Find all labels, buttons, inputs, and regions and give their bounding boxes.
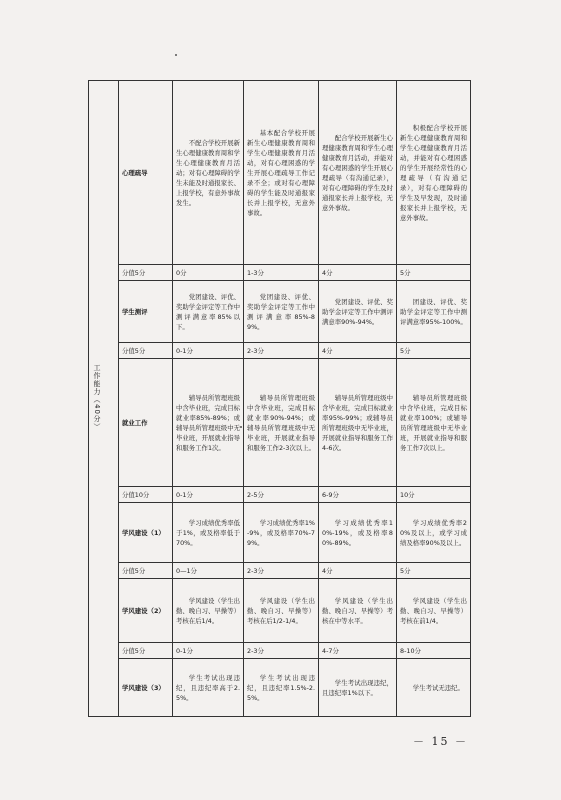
table-row [89, 359, 471, 487]
criteria-cell: 学习成绩优秀率1%-9%，或及格率70%-79%。 [244, 503, 319, 563]
evaluation-table [88, 80, 471, 717]
score-label: 分值5分 [119, 343, 173, 359]
criteria-cell: 学风建设（学生出勤、晚自习、早操等）考核在中等水平。 [319, 579, 397, 643]
score-cell: 5分 [397, 563, 471, 579]
criteria-cell: 学风建设（学生出勤、晚自习、早操等）考核在前1/4。 [397, 579, 471, 643]
score-cell: 4-7分 [319, 643, 397, 659]
score-label: 分值10分 [119, 487, 173, 503]
criteria-cell: 学习成绩优秀率20%及以上，或学习成绩及格率90%及以上。 [397, 503, 471, 563]
table-row [89, 503, 471, 563]
criteria-cell: 积极配合学校开展新生心理健康教育周和学生心理健康教育月活动，并能对有心理困惑的学生开展经常性的心理疏导（有沟通记录），对有心理障碍的学生及早发现，及时通报家长并上报学校，无意外事故。 [397, 81, 471, 265]
criteria-cell: 学生考试出现违纪，且违纪率1%以下。 [319, 659, 397, 717]
score-row [89, 487, 471, 503]
score-label: 分值5分 [119, 265, 173, 281]
item-cell [119, 659, 173, 717]
item-label: 学风建设（2） [122, 606, 165, 615]
scan-speck [175, 54, 177, 56]
page-number: － 15 － [413, 735, 468, 748]
criteria-cell: 学风建设（学生出勤、晚自习、早操等）考核在后1/4。 [173, 579, 244, 643]
score-cell: 4分 [319, 265, 397, 281]
score-row [89, 563, 471, 579]
table-row [89, 659, 471, 717]
score-cell: 0—1分 [173, 563, 244, 579]
criteria-cell: 基本配合学校开展新生心理健康教育周和学生心理健康教育月活动，对有心理困惑的学生开展心理疏导工作记录不全；或对有心理障碍的学生能及时通报家长并上报学校，无意外事故。 [244, 81, 319, 265]
criteria-cell: 党团建设、评优、奖助学金评定等工作中测评满意率85%-89%。 [244, 281, 319, 343]
score-label: 分值5分 [119, 643, 173, 659]
score-cell: 5分 [397, 343, 471, 359]
category-label: 工作能力（40分） [93, 363, 101, 431]
score-cell: 0-1分 [173, 343, 244, 359]
scan-speck [240, 426, 242, 428]
score-cell: 2-3分 [244, 343, 319, 359]
criteria-cell: 辅导员所管理班级中含毕业班，完成目标就业率95%-99%；或辅导员所管理班级中无毕业班，开展就业指导和服务工作4-6次。 [319, 359, 397, 487]
item-label: 就业工作 [122, 418, 148, 427]
criteria-cell: 党团建设、评优、奖助学金评定等工作中测评满意率85%以下。 [173, 281, 244, 343]
score-cell: 10分 [397, 487, 471, 503]
criteria-cell: 学习成绩优秀率低于1%，或及格率低于70%。 [173, 503, 244, 563]
table-row [89, 281, 471, 343]
score-cell: 5分 [397, 265, 471, 281]
score-cell: 2-3分 [244, 643, 319, 659]
score-label: 分值5分 [119, 563, 173, 579]
category-cell [89, 81, 119, 717]
score-cell: 4分 [319, 343, 397, 359]
score-row [89, 343, 471, 359]
criteria-cell: 辅导员所管理班级中含毕业班，完成目标就业率85%-89%；或辅导员所管理班级中无毕业班，开展就业指导和服务工作1次。 [173, 359, 244, 487]
item-label: 学生测评 [122, 307, 148, 316]
item-cell [119, 281, 173, 343]
score-cell: 4分 [319, 563, 397, 579]
score-cell: 2-5分 [244, 487, 319, 503]
item-cell [119, 579, 173, 643]
criteria-cell: 学生考试无违纪。 [397, 659, 471, 717]
score-row [89, 643, 471, 659]
score-cell: 8-10分 [397, 643, 471, 659]
item-cell [119, 503, 173, 563]
table-row [89, 81, 471, 265]
score-row [89, 265, 471, 281]
criteria-cell: 党团建设、评优、奖助学金评定等工作中测评满意率90%-94%。 [319, 281, 397, 343]
score-cell: 0-1分 [173, 643, 244, 659]
item-cell [119, 359, 173, 487]
item-cell [119, 81, 173, 265]
score-cell: 0-1分 [173, 487, 244, 503]
criteria-cell: 团建设、评优、奖助学金评定等工作中测评满意率95%-100%。 [397, 281, 471, 343]
item-label: 学风建设（1） [122, 528, 165, 537]
criteria-cell: 辅导员所管理班级中含毕业班，完成目标就业率90%-94%；或辅导员所管理班级中无毕业班，开展就业指导和服务工作2-3次以上。 [244, 359, 319, 487]
score-cell: 1-3分 [244, 265, 319, 281]
score-cell: 2-3分 [244, 563, 319, 579]
criteria-cell: 学习成绩优秀率10%-19%，或及格率80%-89%。 [319, 503, 397, 563]
score-cell: 0分 [173, 265, 244, 281]
score-cell: 6-9分 [319, 487, 397, 503]
table-row [89, 579, 471, 643]
criteria-cell: 不配合学校开展新生心理健康教育周和学生心理健康教育月活动；对有心理障碍的学生未能及时通报家长、上报学校，有意外事故发生。 [173, 81, 244, 265]
item-label: 心理疏导 [122, 168, 148, 177]
criteria-cell: 学风建设（学生出勤、晚自习、早操等）考核在后1/2-1/4。 [244, 579, 319, 643]
criteria-cell: 辅导员所管理班级中含毕业班，完成目标就业率100%；或辅导员所管理班级中无毕业班，开展就业指导和服务工作7次以上。 [397, 359, 471, 487]
item-label: 学风建设（3） [122, 683, 165, 692]
criteria-cell: 学生考试出现违纪，且违纪率1.5%-2.5%。 [244, 659, 319, 717]
criteria-cell: 配合学校开展新生心理健康教育周和学生心理健康教育月活动，并能对有心理困惑的学生开展心理疏导（有沟通记录），对有心理障碍的学生及时通报家长并上报学校，无意外事故。 [319, 81, 397, 265]
criteria-cell: 学生考试出现违纪，且违纪率高于2.5%。 [173, 659, 244, 717]
